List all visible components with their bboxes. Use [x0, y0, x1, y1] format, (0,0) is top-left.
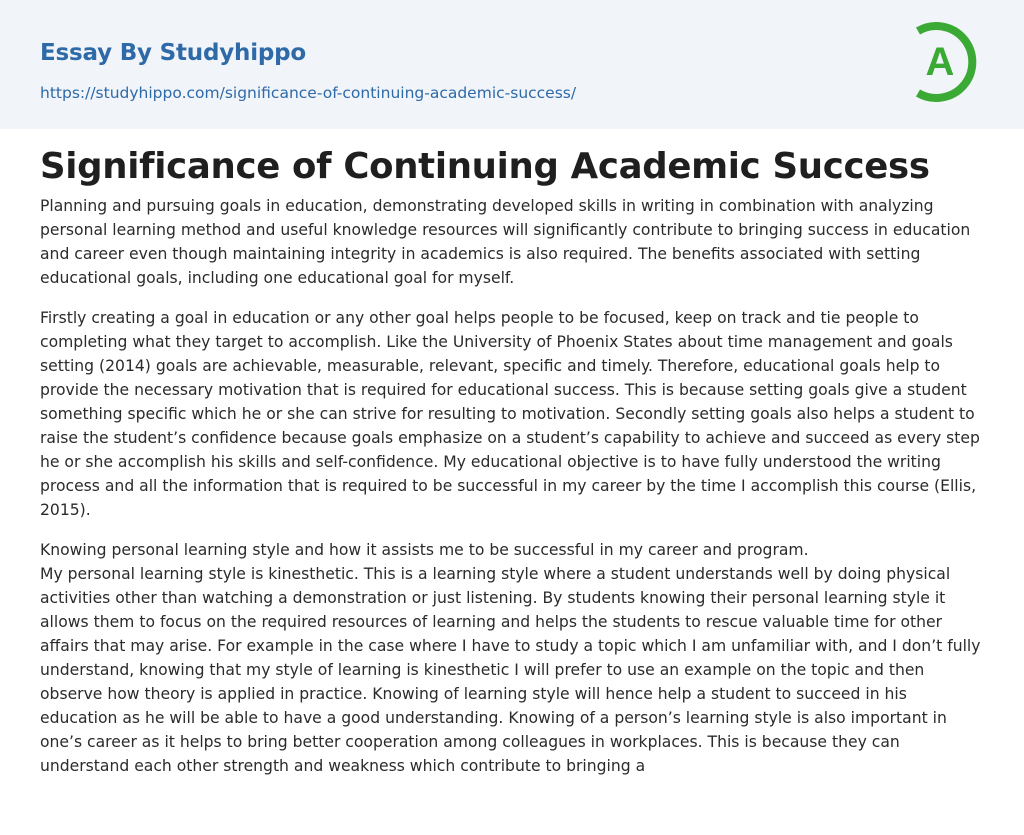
article-url-link[interactable]: https://studyhippo.com/significance-of-continuing-academic-success/ [40, 84, 577, 102]
article-body [40, 194, 988, 794]
article-paragraph: Planning and pursuing goals in education, demonstrating developed skills in writing in combination with analyzing personal learning method and useful knowledge resources will significantly contribute to bringing success in education and career even though maintaining integrity in academics is also required. The benefits associated with setting educational goals, including one educational goal for myself. [40, 197, 971, 287]
article-paragraph: My personal learning style is kinesthetic. This is a learning style where a student understands well by doing physical activities other than watching a demonstration or just listening. By students knowing their personal learning style it allows them to focus on the required resources of learning and helps the students to rescue valuable time for other affairs that may arise. For example in the case where I have to study a topic which I am unfamiliar with, and I don’t fully understand, knowing that my style of learning is kinesthetic I will prefer to use an example on the topic and then observe how theory is applied in practice. Knowing of learning style will hence help a student to succeed in his education as he will be able to have a good understanding. Knowing of a person’s learning style is also important in one’s career as it helps to bring better cooperation among colleagues in workplaces. This is because they can understand each other strength and weakness which contribute to bringing a [40, 565, 981, 775]
article-title: Significance of Continuing Academic Success [40, 146, 930, 187]
logo-letter: A [925, 40, 955, 84]
article-paragraph: Knowing personal learning style and how it assists me to be successful in my career and program. [40, 541, 809, 559]
article-paragraph: Firstly creating a goal in education or any other goal helps people to be focused, keep on track and tie people to completing what they target to accomplish. Like the University of Phoenix States about time management and goals setting (2014) goals are achievable, measurable, relevant, specific and timely. Therefore, educational goals help to provide the necessary motivation that is required for educational success. This is because setting goals give a student something specific which he or she can strive for resulting to motivation. Secondly setting goals also helps a student to raise the student’s confidence because goals emphasize on a student’s capability to achieve and succeed as every step he or she accomplish his skills and self-confidence. My educational objective is to have fully understood the writing process and all the information that is required to be successful in my career by the time I accomplish this course (Ellis, 2015). [40, 309, 980, 519]
brand-title[interactable]: Essay By Studyhippo [40, 40, 307, 66]
